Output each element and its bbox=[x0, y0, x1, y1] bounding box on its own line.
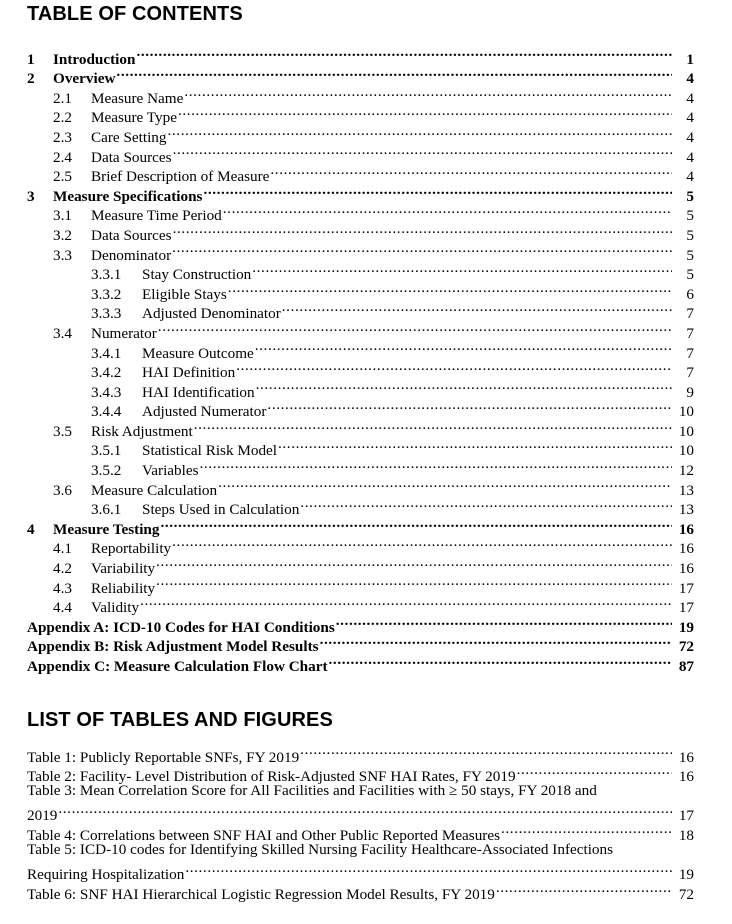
toc-entry-page[interactable]: 10 bbox=[678, 442, 694, 460]
toc-entry[interactable] bbox=[0, 181, 732, 205]
toc-entry-title[interactable]: Data Sources bbox=[91, 226, 172, 244]
toc-entry-page[interactable]: 5 bbox=[686, 187, 694, 205]
table-list-entry-title[interactable]: 2019 bbox=[27, 807, 58, 825]
toc-entry-number: 3.6 bbox=[53, 481, 72, 499]
table-list-entry-title-line1[interactable]: Table 5: ICD-10 codes for Identifying Skilled Nursing Facility Healthcare-Associated Infections bbox=[27, 840, 614, 858]
toc-entry-number: 3.3.2 bbox=[91, 285, 122, 303]
toc-entry[interactable] bbox=[0, 416, 732, 440]
toc-entry-number: 4.3 bbox=[53, 579, 72, 597]
dot-leader bbox=[136, 44, 672, 64]
toc-entry-number: 2.2 bbox=[53, 109, 72, 127]
toc-entry-title[interactable]: Numerator bbox=[91, 324, 157, 342]
toc-entry-title[interactable]: Validity bbox=[91, 599, 140, 617]
toc-entry-number: 3.5 bbox=[53, 422, 72, 440]
table-list-entry-title[interactable]: Table 2: Facility- Level Distribution of Risk-Adjusted SNF HAI Rates, FY 2019 bbox=[27, 768, 516, 786]
dot-leader bbox=[116, 64, 672, 84]
toc-entry-page[interactable]: 4 bbox=[686, 70, 694, 88]
toc-entry-title[interactable]: Adjusted Numerator bbox=[142, 403, 267, 421]
dot-leader bbox=[218, 475, 672, 495]
toc-entry-page[interactable]: 16 bbox=[678, 560, 694, 578]
toc-entry-page[interactable]: 7 bbox=[686, 305, 694, 323]
toc-entry-number: 2.4 bbox=[53, 148, 72, 166]
dot-leader bbox=[194, 416, 672, 436]
toc-entry-page[interactable]: 13 bbox=[678, 481, 694, 499]
toc-entry-page[interactable]: 13 bbox=[678, 501, 694, 519]
table-list-entry-title[interactable]: Requiring Hospitalization bbox=[27, 866, 185, 884]
toc-entry-number: 3.4.3 bbox=[91, 383, 122, 401]
toc-entry[interactable] bbox=[0, 299, 732, 323]
toc-entry-title[interactable]: HAI Identification bbox=[142, 383, 255, 401]
toc-entry-page[interactable]: 72 bbox=[678, 638, 694, 656]
dot-leader bbox=[185, 860, 672, 880]
toc-entry-title[interactable]: Introduction bbox=[53, 50, 136, 68]
dot-leader bbox=[160, 514, 672, 534]
toc-entry-number: 3.2 bbox=[53, 226, 72, 244]
toc-entry-number: 3.3.3 bbox=[91, 305, 122, 323]
toc-entry[interactable] bbox=[0, 377, 732, 401]
table-list-entry-title[interactable]: Table 4: Correlations between SNF HAI and Other Public Reported Measures bbox=[27, 826, 501, 844]
toc-entry[interactable] bbox=[0, 201, 732, 225]
toc-entry-title[interactable]: Measure Name bbox=[91, 89, 184, 107]
toc-entry-title[interactable]: Measure Testing bbox=[53, 520, 160, 538]
toc-entry-number: 4.1 bbox=[53, 540, 72, 558]
toc-entry-number: 3.4.2 bbox=[91, 364, 122, 382]
toc-entry-page[interactable]: 16 bbox=[678, 520, 694, 538]
toc-entry-page[interactable]: 4 bbox=[686, 109, 694, 127]
toc-entry[interactable] bbox=[0, 64, 732, 88]
dot-leader bbox=[270, 162, 672, 182]
toc-entry-title[interactable]: Measure Time Period bbox=[91, 207, 222, 225]
toc-entry-title[interactable]: Risk Adjustment bbox=[91, 422, 193, 440]
dot-leader bbox=[58, 801, 672, 821]
dot-leader bbox=[168, 122, 673, 142]
dot-leader bbox=[256, 377, 672, 397]
toc-entry[interactable] bbox=[0, 318, 732, 342]
dot-leader bbox=[158, 318, 672, 338]
table-list-entry-page[interactable]: 18 bbox=[678, 826, 694, 844]
toc-entry[interactable] bbox=[0, 83, 732, 107]
dot-leader bbox=[156, 573, 672, 593]
toc-entry-number: 3.6.1 bbox=[91, 501, 122, 519]
table-list-entry[interactable] bbox=[0, 781, 732, 825]
toc-entry[interactable] bbox=[0, 142, 732, 166]
toc-entry-title[interactable]: Reliability bbox=[91, 579, 156, 597]
toc-entry-page[interactable]: 5 bbox=[686, 207, 694, 225]
toc-entry-page[interactable]: 5 bbox=[686, 226, 694, 244]
dot-leader bbox=[173, 142, 672, 162]
toc-entry[interactable] bbox=[0, 573, 732, 597]
toc-entry-page[interactable]: 5 bbox=[686, 266, 694, 284]
dot-leader bbox=[184, 83, 672, 103]
dot-leader bbox=[252, 260, 672, 280]
toc-entry-number: 3 bbox=[27, 187, 35, 205]
toc-entry[interactable] bbox=[0, 162, 732, 186]
toc-entry[interactable] bbox=[0, 122, 732, 146]
dot-leader bbox=[255, 338, 672, 358]
toc-entry-title[interactable]: Appendix A: ICD-10 Codes for HAI Conditions bbox=[27, 618, 335, 636]
toc-entry-title[interactable]: Data Sources bbox=[91, 148, 172, 166]
toc-entry-number: 3.4.1 bbox=[91, 344, 122, 362]
dot-leader bbox=[278, 436, 672, 456]
toc-entry-page[interactable]: 10 bbox=[678, 422, 694, 440]
toc-entry[interactable] bbox=[0, 103, 732, 127]
toc-entry[interactable] bbox=[0, 612, 732, 636]
dot-leader bbox=[203, 181, 672, 201]
table-list-entry-page[interactable]: 16 bbox=[678, 768, 694, 786]
toc-entry-title[interactable]: Measure Type bbox=[91, 109, 177, 127]
dot-leader bbox=[517, 762, 672, 782]
toc-entry[interactable] bbox=[0, 279, 732, 303]
toc-entry-page[interactable]: 4 bbox=[686, 168, 694, 186]
dot-leader bbox=[501, 820, 672, 840]
dot-leader bbox=[282, 299, 672, 319]
toc-entry-title[interactable]: Overview bbox=[53, 70, 116, 88]
table-list-entry-page[interactable]: 17 bbox=[678, 807, 694, 825]
toc-entry-number: 3.3 bbox=[53, 246, 72, 264]
dot-leader bbox=[178, 103, 672, 123]
toc-entry-number: 4.4 bbox=[53, 599, 72, 617]
toc-entry-title[interactable]: Adjusted Denominator bbox=[142, 305, 281, 323]
dot-leader bbox=[200, 455, 672, 475]
table-list-entry[interactable] bbox=[0, 742, 732, 766]
toc-entry-page[interactable]: 9 bbox=[686, 383, 694, 401]
list-of-tables bbox=[0, 742, 732, 903]
toc-entry[interactable] bbox=[0, 553, 732, 578]
toc-entry-number: 3.3.1 bbox=[91, 266, 122, 284]
dot-leader bbox=[172, 534, 672, 554]
toc-entry-page[interactable]: 17 bbox=[678, 599, 694, 617]
dot-leader bbox=[173, 220, 672, 240]
toc-entry-title[interactable]: Statistical Risk Model bbox=[142, 442, 277, 460]
toc-entry-number: 2.3 bbox=[53, 128, 72, 146]
toc-entry-number: 4.2 bbox=[53, 560, 72, 578]
toc-entry-page[interactable]: 17 bbox=[678, 579, 694, 597]
dot-leader bbox=[236, 358, 672, 378]
toc-entry-number: 2.1 bbox=[53, 89, 72, 107]
table-list-entry-title[interactable]: Table 1: Publicly Reportable SNFs, FY 2019 bbox=[27, 748, 300, 766]
table-list-entry-title[interactable]: Table 6: SNF HAI Hierarchical Logistic Regression Model Results, FY 2019 bbox=[27, 885, 495, 903]
toc-entry-title[interactable]: Measure Calculation bbox=[91, 481, 218, 499]
table-list-entry-title-line1[interactable]: Table 3: Mean Correlation Score for All Facilities and Facilities with ≥ 50 stays, FY 2018 and bbox=[27, 782, 597, 800]
toc-entry-page[interactable]: 16 bbox=[678, 540, 694, 558]
toc-entry-title[interactable]: Variables bbox=[142, 462, 199, 480]
dot-leader bbox=[320, 632, 672, 652]
dot-leader bbox=[300, 495, 672, 515]
toc-entry[interactable] bbox=[0, 495, 732, 519]
toc-entry[interactable] bbox=[0, 220, 732, 244]
table-list-entry[interactable] bbox=[0, 879, 732, 903]
dot-leader bbox=[223, 201, 672, 221]
toc-entry[interactable] bbox=[0, 632, 732, 656]
dot-leader bbox=[267, 397, 672, 417]
toc-entry-title[interactable]: Measure Outcome bbox=[142, 344, 254, 362]
table-list-entry[interactable] bbox=[0, 840, 732, 884]
toc-entry[interactable] bbox=[0, 436, 732, 460]
toc-entry[interactable] bbox=[0, 338, 732, 362]
toc-entry[interactable] bbox=[0, 455, 732, 480]
toc-entry-page[interactable]: 1 bbox=[686, 50, 694, 68]
toc-entry-number: 3.4 bbox=[53, 324, 72, 342]
toc-entry-number: 3.1 bbox=[53, 207, 72, 225]
toc-entry-title[interactable]: Steps Used in Calculation bbox=[142, 501, 300, 519]
toc-entry-number: 4 bbox=[27, 520, 35, 538]
dot-leader bbox=[172, 240, 672, 260]
toc-entry[interactable] bbox=[0, 44, 732, 68]
toc-entry[interactable] bbox=[0, 397, 732, 421]
toc-entry[interactable] bbox=[0, 260, 732, 284]
table-list-entry-page[interactable]: 16 bbox=[678, 748, 694, 766]
toc-entry-title[interactable]: Brief Description of Measure bbox=[91, 168, 270, 186]
toc-entry-number: 2 bbox=[27, 70, 35, 88]
toc-entry[interactable] bbox=[0, 651, 732, 675]
toc-entry[interactable] bbox=[0, 240, 732, 264]
toc-entry-page[interactable]: 10 bbox=[678, 403, 694, 421]
toc-entry-page[interactable]: 7 bbox=[686, 324, 694, 342]
toc-entry-title[interactable]: Measure Specifications bbox=[53, 187, 203, 205]
table-list-entry-page[interactable]: 19 bbox=[678, 866, 694, 884]
table-list-entry-page[interactable]: 72 bbox=[678, 885, 694, 903]
toc-entry-page[interactable]: 4 bbox=[686, 128, 694, 146]
toc-entry-title[interactable]: Care Setting bbox=[91, 128, 167, 146]
toc-entry-page[interactable]: 87 bbox=[678, 658, 694, 675]
toc-entry[interactable] bbox=[0, 534, 732, 558]
toc-entry[interactable] bbox=[0, 475, 732, 499]
toc-entry-title[interactable]: Appendix B: Risk Adjustment Model Results bbox=[27, 638, 319, 656]
table-list-entry[interactable] bbox=[0, 820, 732, 844]
dot-leader bbox=[300, 742, 672, 762]
toc-entry[interactable] bbox=[0, 514, 732, 538]
toc-entry-title[interactable]: Appendix C: Measure Calculation Flow Chart bbox=[27, 658, 328, 675]
toc-entry[interactable] bbox=[0, 358, 732, 382]
toc-entry-page[interactable]: 7 bbox=[686, 364, 694, 382]
list-of-tables-heading: LIST OF TABLES AND FIGURES bbox=[27, 709, 333, 731]
toc-entry-title[interactable]: Denominator bbox=[91, 246, 172, 264]
toc-entry-title[interactable]: HAI Definition bbox=[142, 364, 236, 382]
toc-entry-page[interactable]: 5 bbox=[686, 246, 694, 264]
dot-leader bbox=[156, 553, 672, 573]
toc-entry-page[interactable]: 4 bbox=[686, 89, 694, 107]
toc-entry-title[interactable]: Variability bbox=[91, 560, 156, 578]
toc-entry-page[interactable]: 12 bbox=[678, 462, 694, 480]
toc-entry-page[interactable]: 6 bbox=[686, 285, 694, 303]
toc-entry-number: 2.5 bbox=[53, 168, 72, 186]
toc-entry-title[interactable]: Eligible Stays bbox=[142, 285, 227, 303]
toc-entry-number: 3.5.1 bbox=[91, 442, 122, 460]
toc-list bbox=[0, 44, 732, 675]
toc-entry-title[interactable]: Stay Construction bbox=[142, 266, 252, 284]
toc-entry-number: 3.5.2 bbox=[91, 462, 122, 480]
table-list-entry[interactable] bbox=[0, 762, 732, 786]
dot-leader bbox=[329, 651, 672, 671]
dot-leader bbox=[140, 593, 672, 613]
toc-entry-title[interactable]: Reportability bbox=[91, 540, 172, 558]
toc-entry-number: 1 bbox=[27, 50, 35, 68]
toc-heading: TABLE OF CONTENTS bbox=[27, 3, 243, 25]
toc-entry[interactable] bbox=[0, 593, 732, 617]
toc-entry-page[interactable]: 7 bbox=[686, 344, 694, 362]
toc-entry-page[interactable]: 19 bbox=[678, 618, 694, 636]
dot-leader bbox=[496, 879, 672, 899]
toc-entry-number: 3.4.4 bbox=[91, 403, 122, 421]
toc-entry-page[interactable]: 4 bbox=[686, 148, 694, 166]
dot-leader bbox=[336, 612, 672, 632]
dot-leader bbox=[228, 279, 672, 299]
